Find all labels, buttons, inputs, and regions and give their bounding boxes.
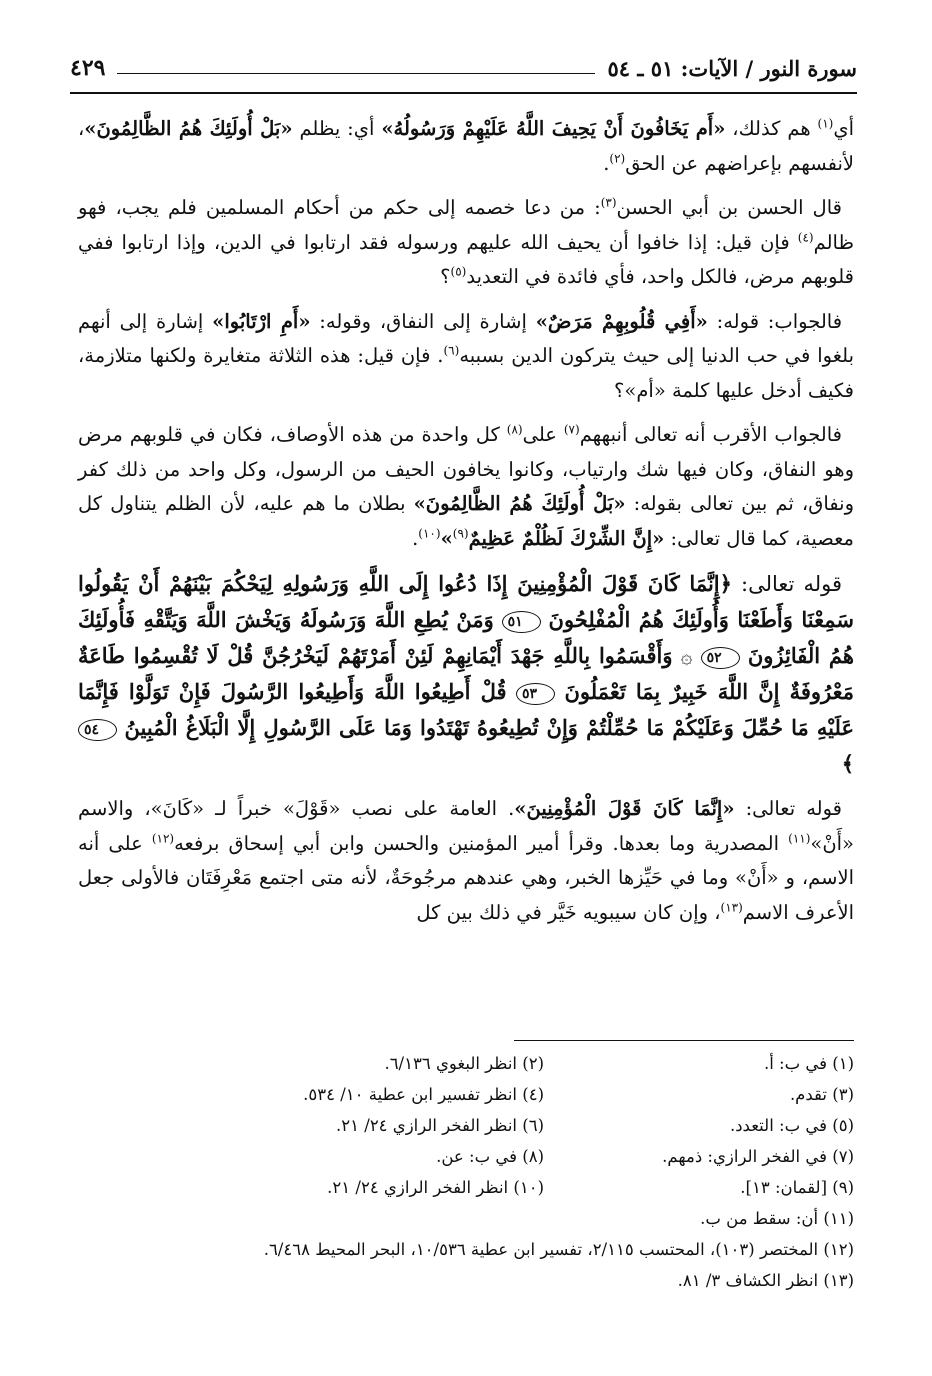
text-run: هم كذلك، [725,117,818,140]
footnote-row [78,1048,854,1079]
text-run: فالجواب الأقرب أنه تعالى أنبههم [579,423,842,446]
footnote-ref: (١٣) [720,900,743,914]
footnote-ref: (٣) [600,195,617,210]
text-run: . العامة على نصب «قَوْلَ» خبراً لـ «كَانَ»، والاسم «أَنْ» [78,797,854,855]
footnote-ref: (١٢) [151,831,175,845]
text-run: ؟ [440,265,451,288]
quran-quote: «إِنَّ الشِّرْكَ لَظُلْمٌ عَظِيمٌ [468,526,665,550]
ayah-number: ٥٢ [701,647,740,669]
text-run: ، وإن كان سيبويه خَيَّر في ذلك بين كل [416,900,721,924]
text-run: إشارة إلى أنهم بلغوا في حب الدنيا إلى حيث يتركون الدين بسببه [78,309,854,367]
quran-quote: «أَفِي قُلُوبِهِمْ مَرَضٌ» [535,309,708,333]
text-run: على أنه الاسم، و «أَنْ» وما في حَيِّزها الخبر، وهي عندهم مرجُوحَةٌ، لأنه متى اجتمع مَعْرِفَتَان فالأولى جعل الأعرف الاسم [78,831,854,924]
footnote: (١٠) انظر الفخر الرازي ٢٤/ ٢١. [327,1178,544,1197]
text-run: » [440,526,453,550]
footnote-row [78,1172,854,1203]
quran-verse-block [78,566,854,782]
page-number: ٤٢٩ [70,55,106,81]
paragraph-2 [78,191,854,295]
quran-quote: «أَم يَخَافُونَ أَنْ يَحِيفَ اللَّهُ عَلَيْهِمْ وَرَسُولُهُ» [381,117,726,140]
footnote-ref: (١٠) [418,526,441,540]
text-run: كل واحدة من هذه الأوصاف، فكان في قلوبهم مرض وهو النفاق، وكان فيها شك وارتياب، وكانوا يخافون الحيف من الرسول، وكل واحد من ذلك كفر ونفاق، ثم بين تعالى بقوله: [78,423,854,515]
footnote-row [78,1141,854,1172]
paragraph-5 [78,792,854,930]
text-run: على [522,423,564,446]
verse-intro: قوله تعالى: [731,572,842,596]
footnote: (١) في ب: أ. [763,1054,854,1073]
text-run: أي [833,117,855,140]
footnote-ref: (٩) [452,526,469,540]
footnote-ref: (٨) [506,422,523,437]
verse-text: وَمَنْ يُطِعِ اللَّهَ وَرَسُولَهُ وَيَخْشَ اللَّهَ وَيَتَّقْهِ فَأُولَئِكَ هُمُ الْفَائِزُونَ [78,607,854,668]
quran-quote: «بَلْ أُولَئِكَ هُمُ الظَّالِمُونَ» [84,117,293,140]
footnote: (٣) تقدم. [789,1085,854,1104]
paragraph-1 [78,112,854,181]
ayah-number: ٥٣ [516,683,555,705]
text-run: . [412,526,419,550]
text-run: قال الحسن بن أبي الحسن [616,196,842,219]
verse-close-bracket: ﴾ [841,751,854,776]
footnote: (٤) انظر تفسير ابن عطية ١٠/ ٥٣٤. [303,1085,544,1104]
text-run: : من دعا خصمه إلى حكم من أحكام المسلمين فلم يجب، فهو ظالم [78,196,854,254]
main-text [78,112,854,940]
text-run: إشارة إلى النفاق، وقوله: [310,309,536,333]
text-run: ، لأنفسهم بإعراضهم عن الحق [78,117,854,175]
quran-quote: «إِنَّمَا كَانَ قَوْلَ الْمُؤْمِنِينَ» [514,797,735,820]
footnote: (١١) أن: سقط من ب. [700,1209,854,1228]
text-run: قوله تعالى: [734,797,842,820]
footnote-ref: (٥) [450,264,467,279]
paragraph-4 [78,418,854,556]
footnote-ref: (١١) [788,831,811,845]
footnote: (٩) [لقمان: ١٣]. [740,1178,854,1197]
verse-text: إِنَّمَا كَانَ قَوْلَ الْمُؤْمِنِينَ إِذَا دُعُوا إِلَى اللَّهِ وَرَسُولِهِ لِيَحْكُمَ بَيْنَهُمْ أَنْ يَقُولُوا سَمِعْنَا وَأَطَعْنَا وَأُولَئِكَ هُمُ الْمُفْلِحُونَ [78,571,854,632]
text-run: فإن قيل: إذا خافوا أن يحيف الله عليهم ورسوله فقد ارتابوا في الدين، وإذا ارتابوا ففي قلوبهم مرض، فالكل واحد، فأي فائدة في التعديد [78,230,854,288]
paragraph-3 [78,305,854,409]
footnotes [78,1048,854,1296]
ayah-number: ٥١ [502,611,541,633]
footnote: (٨) في ب: عن. [436,1147,544,1166]
text-run: المصدرية وما بعدها. وقرأ أمير المؤمنين والحسن وابن أبي إسحاق برفعه [174,831,789,855]
footnote: (٦) انظر الفخر الرازي ٢٤/ ٢١. [336,1116,544,1135]
footnote: (١٣) انظر الكشاف ٣/ ٨١. [677,1271,854,1290]
footnote-ref: (٢) [609,151,626,165]
running-title: سورة النور / الآيات: ٥١ ـ ٥٤ [607,55,857,81]
text-run: بطلان ما هم عليه، لأن الظلم يتناول كل معصية، كما قال تعالى: [78,492,854,550]
verse-open-bracket: ﴿ [719,571,732,596]
footnote-ref: (٧) [563,422,580,437]
footnote: (١٢) المختصر (١٠٣)، المحتسب ٢/١١٥، تفسير ابن عطية ١٠/٥٣٦، البحر المحيط ٦/٤٦٨. [263,1240,854,1259]
page-header [70,52,857,84]
text-run: . فإن قيل: هذه الثلاثة متغايرة ولكنها متلازمة، فكيف أدخل عليها كلمة «أم»؟ [78,344,854,402]
footnote: (٧) في الفخر الرازي: ذمهم. [662,1147,854,1166]
footnote-ref: (٦) [443,343,460,358]
quran-quote: «بَلْ أُولَئِكَ هُمُ الظَّالِمُونَ» [413,492,626,515]
quran-quote: «أَمِ ارْتَابُوا» [212,309,311,333]
hizb-mark-icon: ۞ [680,644,693,668]
verse-text: قُلْ أَطِيعُوا اللَّهَ وَأَطِيعُوا الرَّسُولَ فَإِنْ تَوَلَّوْا فَإِنَّمَا عَلَيْهِ مَا حُمِّلَ وَعَلَيْكُمْ مَا حُمِّلْتُمْ وَإِنْ تُطِيعُوهُ تَهْتَدُوا وَمَا عَلَى الرَّسُولِ إِلَّا الْبَلَاغُ الْمُبِينُ [78,679,854,740]
ayah-number: ٥٤ [78,719,117,741]
footnote: (٥) في ب: التعدد. [729,1116,854,1135]
verse-text: وَأَقْسَمُوا بِاللَّهِ جَهْدَ أَيْمَانِهِمْ لَئِنْ أَمَرْتَهُمْ لَيَخْرُجُنَّ قُلْ لَا تُقْسِمُوا طَاعَةٌ مَعْرُوفَةٌ إِنَّ اللَّهَ خَبِيرٌ بِمَا تَعْمَلُونَ [78,643,854,704]
text-run: أي: يظلم [292,117,382,140]
header-rule [70,92,857,94]
footnote-rule [514,1040,854,1041]
footnote-ref: (٤) [797,230,814,244]
text-run: فالجواب: قوله: [707,309,843,333]
footnote-row [78,1079,854,1110]
text-run: . [603,151,610,175]
header-line [117,73,595,74]
footnote: (٢) انظر البغوي ٦/١٣٦. [384,1054,544,1073]
footnote-ref: (١) [817,116,834,131]
footnote-row [78,1110,854,1141]
